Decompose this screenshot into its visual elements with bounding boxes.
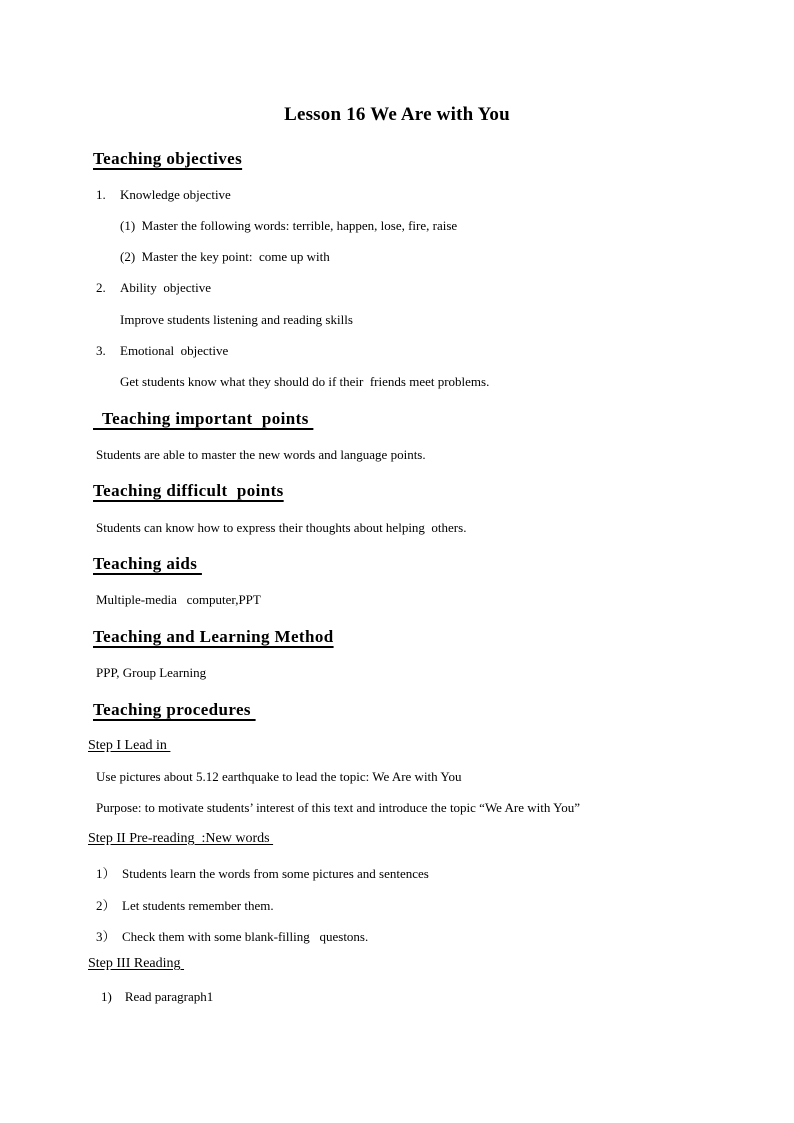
page-title: Lesson 16 We Are with You bbox=[284, 104, 510, 125]
teaching-aids-text: Multiple-media computer,PPT bbox=[96, 592, 261, 607]
objective-2-number: 2. bbox=[96, 280, 106, 295]
step-1-title: Step I Lead in bbox=[88, 738, 171, 753]
difficult-points-text: Students can know how to express their thoughts about helping others. bbox=[96, 520, 467, 535]
step-1-line-1: Use pictures about 5.12 earthquake to lead the topic: We Are with You bbox=[96, 769, 462, 784]
objective-2-text: Improve students listening and reading skills bbox=[120, 312, 353, 327]
heading-teaching-important-points: Teaching important points bbox=[93, 409, 314, 428]
objective-1-sub-1: (1) Master the following words: terrible, happen, lose, fire, raise bbox=[120, 218, 458, 233]
important-points-text: Students are able to master the new words and language points. bbox=[96, 447, 426, 462]
objective-3-number: 3. bbox=[96, 343, 106, 358]
step-2-item-2: 2） Let students remember them. bbox=[96, 898, 274, 913]
heading-teaching-aids: Teaching aids bbox=[93, 554, 202, 573]
step-3-item-1: 1) Read paragraph1 bbox=[101, 989, 214, 1004]
objective-2-label: Ability objective bbox=[120, 280, 211, 295]
objective-3-text: Get students know what they should do if their friends meet problems. bbox=[120, 374, 490, 389]
objective-1-number: 1. bbox=[96, 187, 106, 202]
step-2-title: Step II Pre-reading :New words bbox=[88, 831, 274, 846]
objective-3-label: Emotional objective bbox=[120, 343, 229, 358]
heading-teaching-difficult-points: Teaching difficult points bbox=[93, 481, 284, 500]
heading-teaching-objectives: Teaching objectives bbox=[93, 149, 243, 168]
heading-teaching-learning-method: Teaching and Learning Method bbox=[93, 627, 334, 646]
step-2-item-1: 1） Students learn the words from some pictures and sentences bbox=[96, 866, 429, 881]
heading-teaching-procedures: Teaching procedures bbox=[93, 700, 256, 719]
step-3-title: Step III Reading bbox=[88, 956, 185, 971]
step-2-item-3: 3） Check them with some blank-filling questons. bbox=[96, 929, 369, 944]
objective-1-label: Knowledge objective bbox=[120, 187, 231, 202]
objective-1-sub-2: (2) Master the key point: come up with bbox=[120, 249, 330, 264]
step-1-line-2: Purpose: to motivate students’ interest of this text and introduce the topic “We Are with You” bbox=[96, 800, 580, 815]
teaching-method-text: PPP, Group Learning bbox=[96, 665, 207, 680]
